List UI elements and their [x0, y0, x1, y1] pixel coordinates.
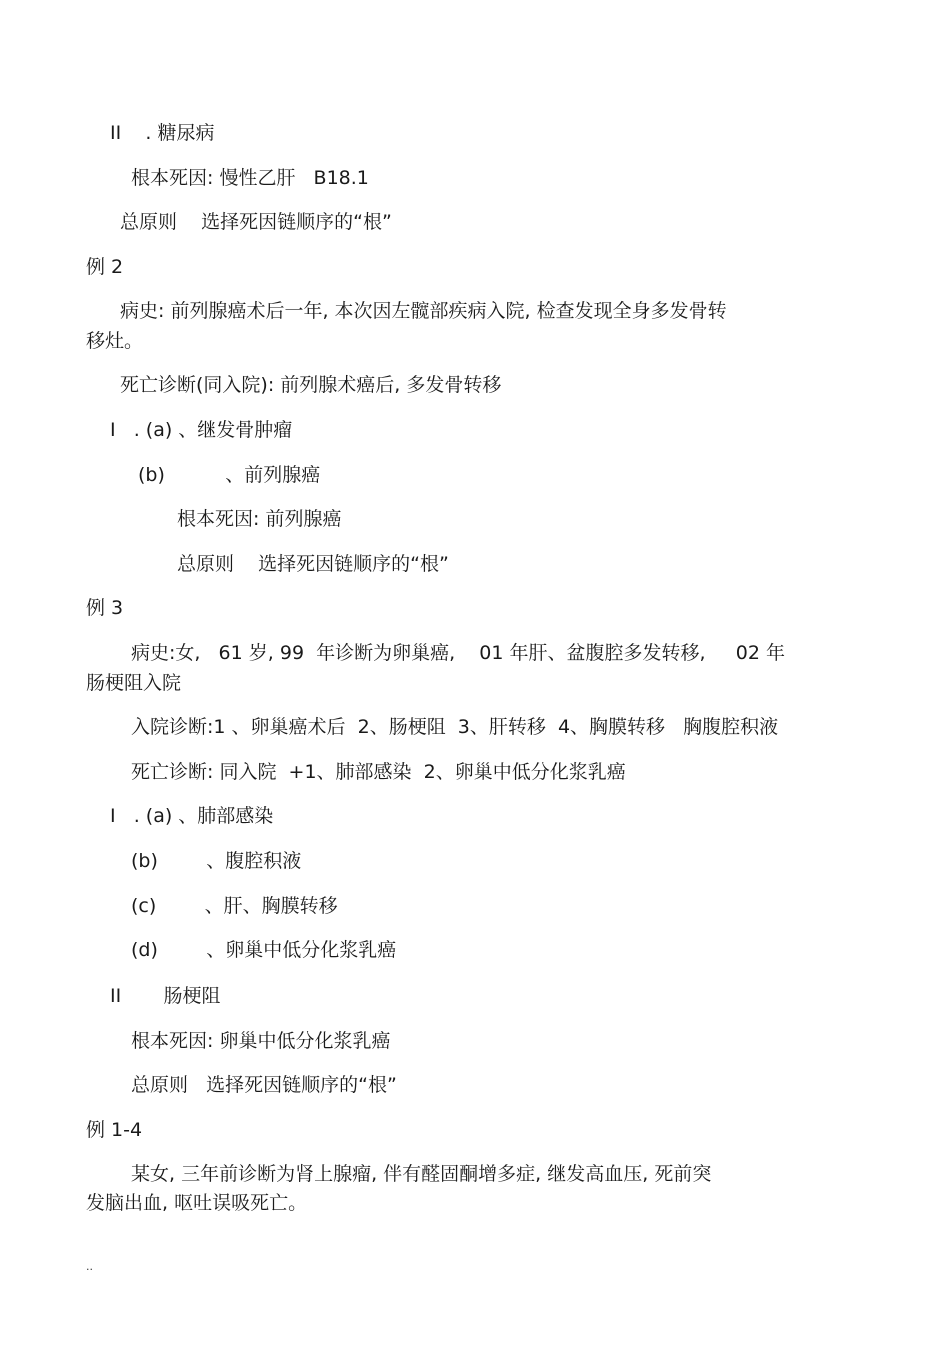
text-line: 病史:女, 61 岁, 99 年诊断为卵巢癌, 01 年肝、盆腹腔多发转移, 02 年	[131, 642, 785, 664]
text-line: 发脑出血, 呕吐误吸死亡。	[86, 1192, 308, 1214]
text-line: 入院诊断:1 、卵巢癌术后 2、肠梗阻 3、肝转移 4、胸膜转移 胸腹腔积液	[131, 716, 779, 738]
text-line: 总原则 选择死因链顺序的“根”	[131, 1074, 397, 1096]
section-heading: 例 3	[86, 597, 124, 619]
text-line: 根本死因: 卵巢中低分化浆乳癌	[131, 1030, 391, 1052]
text-line: 死亡诊断(同入院): 前列腺术癌后, 多发骨转移	[120, 374, 502, 396]
text-line: (b) 、腹腔积液	[131, 850, 302, 872]
section-heading: 例 1-4	[86, 1119, 143, 1141]
text-line: (b) 、前列腺癌	[138, 464, 321, 486]
text-line: 总原则 选择死因链顺序的“根”	[177, 553, 449, 575]
text-line: II . 糖尿病	[110, 122, 215, 144]
text-line: 根本死因: 慢性乙肝 B18.1	[131, 167, 369, 189]
text-line: 根本死因: 前列腺癌	[177, 508, 342, 530]
text-line: 肠梗阻入院	[86, 672, 182, 694]
text-line: 总原则 选择死因链顺序的“根”	[120, 211, 392, 233]
text-line: 死亡诊断: 同入院 +1、肺部感染 2、卵巢中低分化浆乳癌	[131, 761, 626, 783]
section-heading: 例 2	[86, 256, 124, 278]
page-footer-mark: ..	[86, 1260, 93, 1273]
text-line: (d) 、卵巢中低分化浆乳癌	[131, 939, 397, 961]
text-line: 某女, 三年前诊断为肾上腺瘤, 伴有醛固酮增多症, 继发高血压, 死前突	[131, 1163, 712, 1185]
text-line: (c) 、肝、胸膜转移	[131, 895, 338, 917]
text-line: 病史: 前列腺癌术后一年, 本次因左髋部疾病入院, 检查发现全身多发骨转	[120, 300, 727, 322]
text-line: 移灶。	[86, 330, 144, 352]
text-line: I . (a) 、肺部感染	[110, 805, 274, 827]
text-line: I . (a) 、继发骨肿瘤	[110, 419, 293, 441]
text-line: II 肠梗阻	[110, 985, 221, 1007]
